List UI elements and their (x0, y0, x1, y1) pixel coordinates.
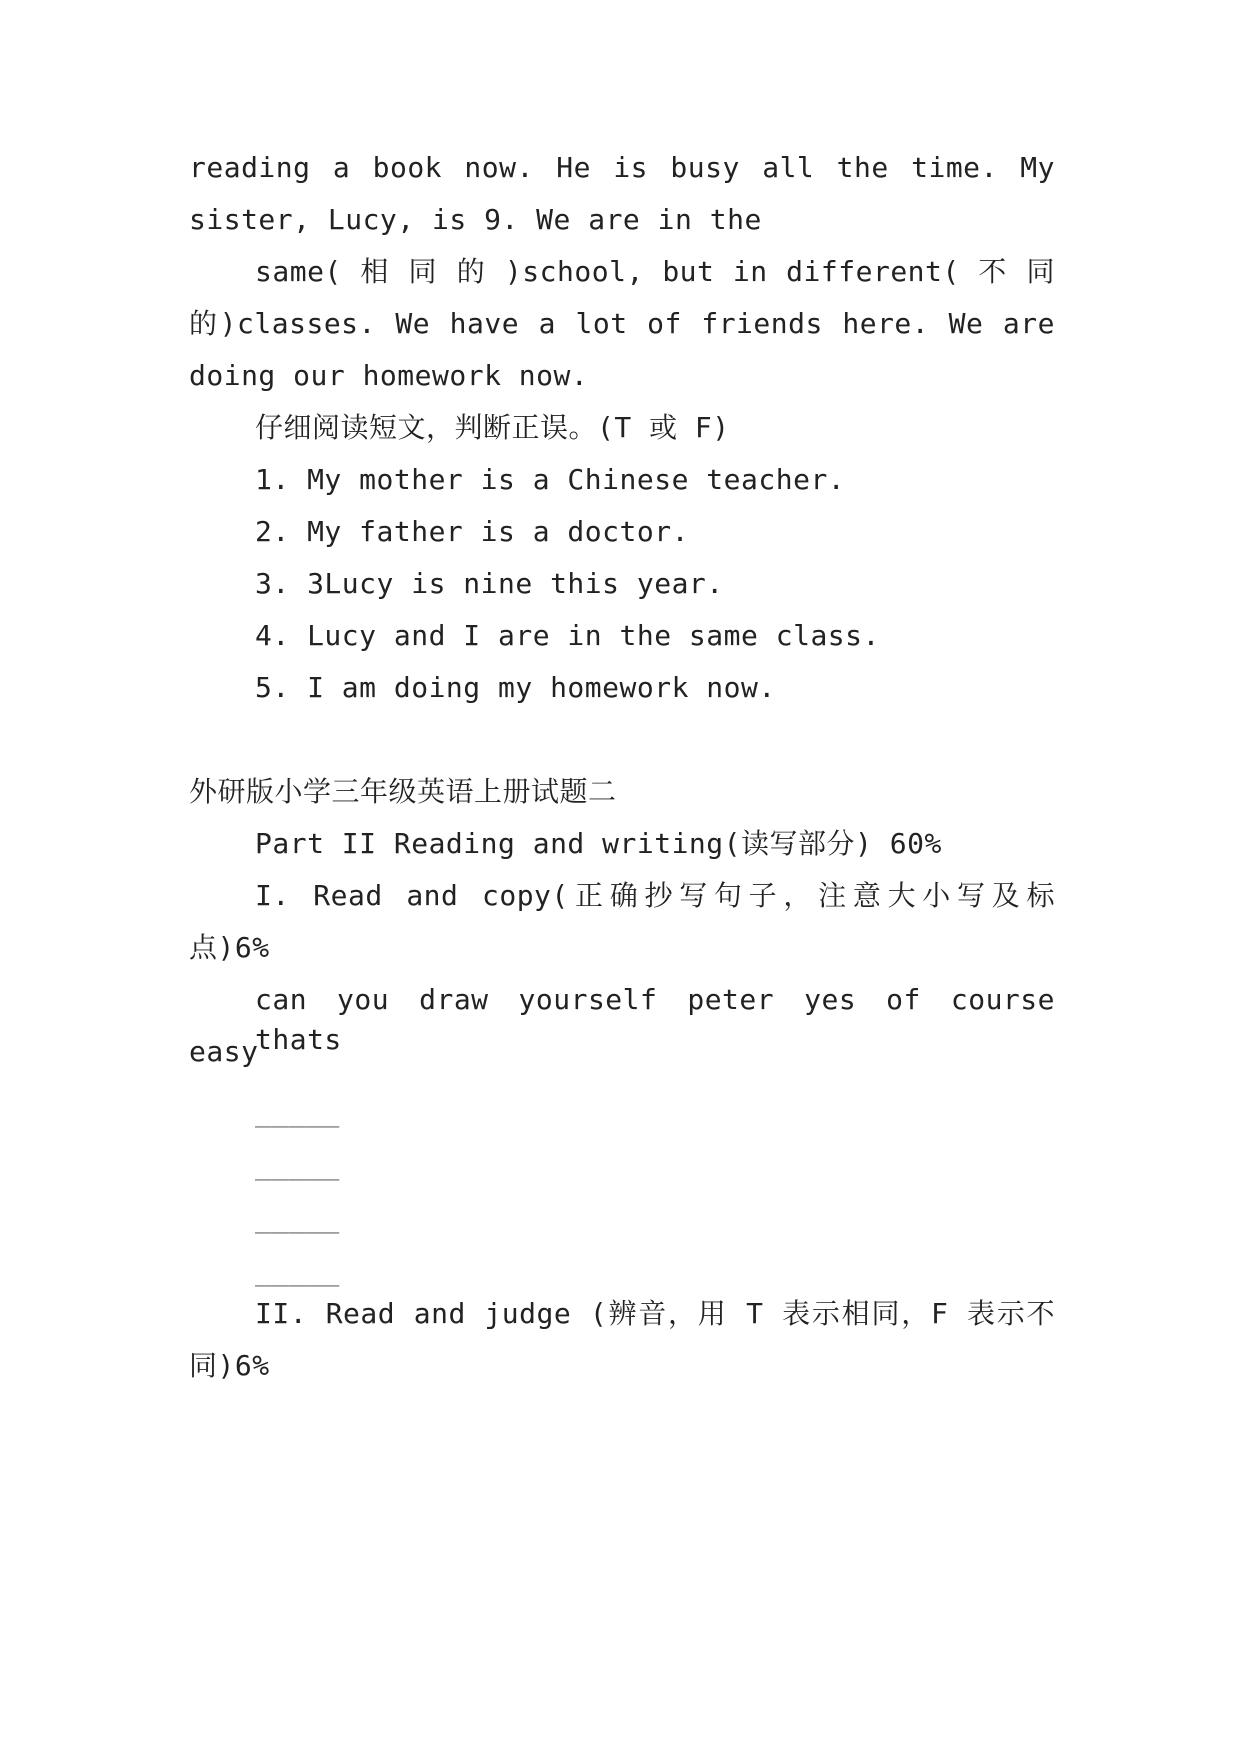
task-2-heading: II. Read and judge (辨音，用 T 表示相同，F 表示不 (255, 1297, 1055, 1330)
task-2-heading-cont: 同)6% (189, 1349, 270, 1382)
task-1-heading-cont: 点)6% (189, 931, 270, 964)
instruction-true-false: 仔细阅读短文，判断正误。(T 或 F) (255, 411, 730, 444)
passage-line-1: reading a book now. He is busy all the time. My (189, 151, 1055, 184)
passage-line-2: sister, Lucy, is 9. We are in the (189, 203, 762, 236)
question-2: 2. My father is a doctor. (255, 515, 689, 548)
answer-blank-line: _____ (255, 1095, 340, 1128)
copy-sentence-cont: easy (189, 1035, 259, 1068)
task-1-heading: I. Read and copy(正确抄写句子，注意大小写及标 (255, 879, 1055, 912)
part-heading: Part II Reading and writing(读写部分) 60% (255, 827, 942, 860)
question-1: 1. My mother is a Chinese teacher. (255, 463, 846, 496)
question-3: 3. 3Lucy is nine this year. (255, 567, 724, 600)
passage-line-3: same( 相 同 的 )school, but in different( 不 同 (255, 255, 1055, 288)
answer-blank-line: _____ (255, 1254, 340, 1287)
section-title: 外研版小学三年级英语上册试题二 (189, 775, 617, 808)
passage-line-4: 的)classes. We have a lot of friends here. We are (189, 307, 1055, 340)
question-5: 5. I am doing my homework now. (255, 671, 776, 704)
passage-line-5: doing our homework now. (189, 359, 589, 392)
question-4: 4. Lucy and I are in the same class. (255, 619, 880, 652)
answer-blank-line: _____ (255, 1148, 340, 1181)
copy-sentence: can you draw yourself peter yes of course thats (255, 983, 1055, 1056)
answer-blank-line: _____ (255, 1201, 340, 1234)
